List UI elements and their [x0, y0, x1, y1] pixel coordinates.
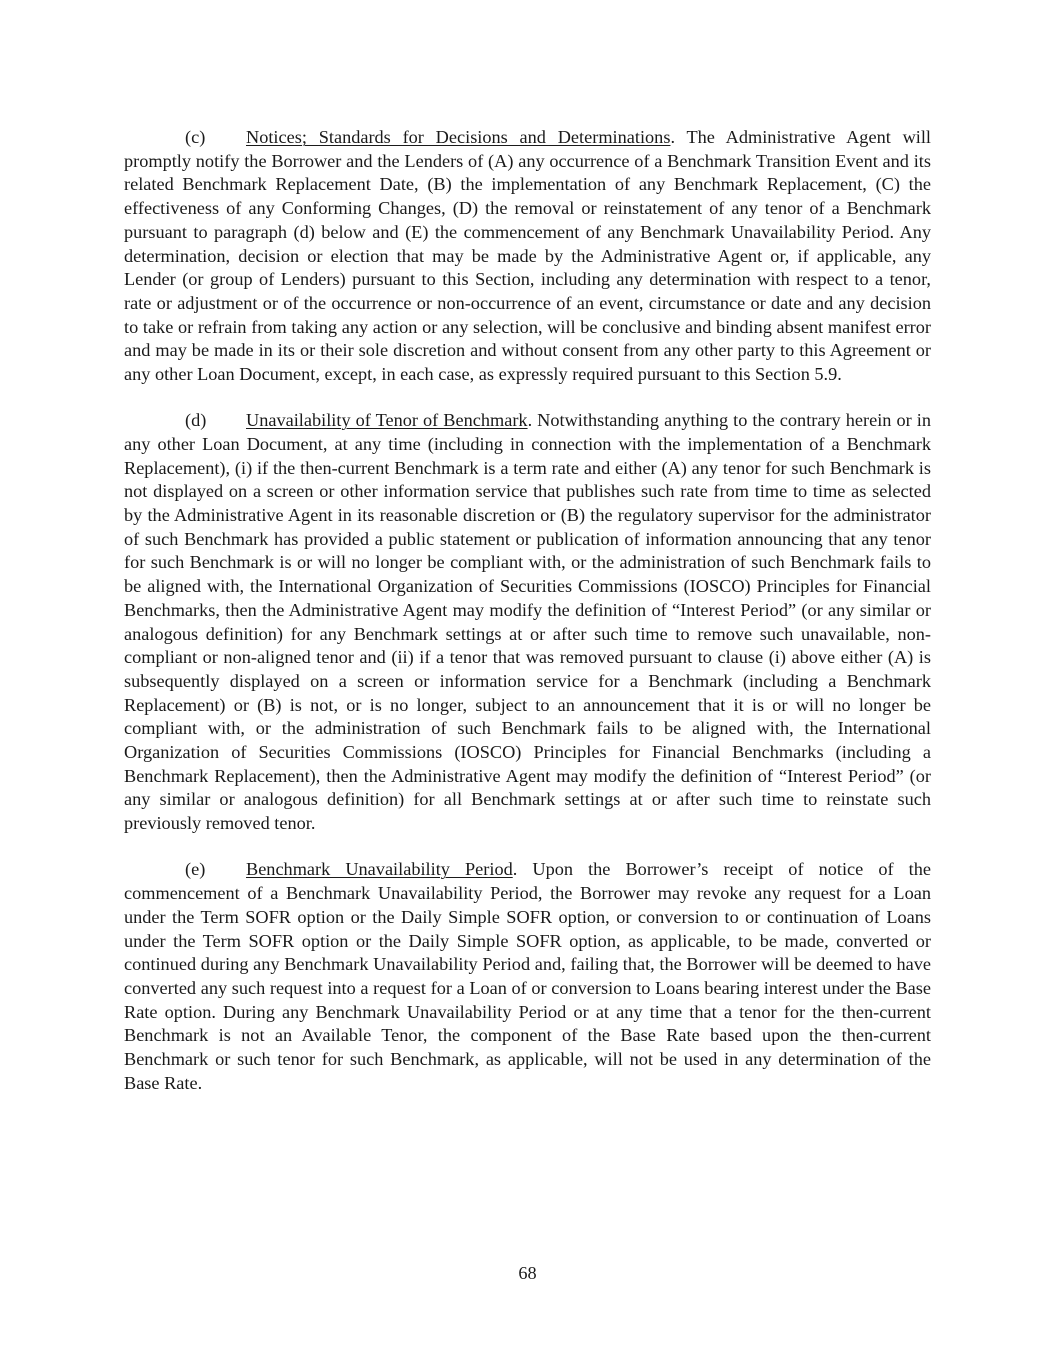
section-c-paragraph	[124, 126, 931, 387]
section-d-heading: Unavailability of Tenor of Benchmark	[246, 410, 528, 431]
section-e-paragraph	[124, 858, 931, 1095]
section-c-body: . The Administrative Agent will promptly notify the Borrower and the Lenders of (A) any occurrence of a Benchmark Transition Event and its related Benchmark Replacement Date, (B) the implementation of any Benchmark Replacement, (C) the effectiveness of any Conforming Changes, (D) the removal or reinstatement of any tenor of a Benchmark pursuant to paragraph (d) below and (E) the commencement of any Benchmark Unavailability Period. Any determination, decision or election that may be made by the Administrative Agent or, if applicable, any Lender (or group of Lenders) pursuant to this Section, including any determination with respect to a tenor, rate or adjustment or of the occurrence or non-occurrence of an event, circumstance or date and any decision to take or refrain from taking any action or any selection, will be conclusive and binding absent manifest error and may be made in its or their sole discretion and without consent from any other party to this Agreement or any other Loan Document, except, in each case, as expressly required pursuant to this Section 5.9.	[124, 127, 932, 385]
section-e-label: (e)	[185, 859, 206, 880]
section-d-body: . Notwithstanding anything to the contrary herein or in any other Loan Document, at any time (including in connection with the implementation of a Benchmark Replacement), (i) if the then-current Benchmark is a term rate and either (A) any tenor for such Benchmark is not displayed on a screen or other information service that publishes such rate from time to time as selected by the Administrative Agent in its reasonable discretion or (B) the regulatory supervisor for the administrator of such Benchmark has provided a public statement or publication of information announcing that any tenor for such Benchmark is or will no longer be compliant with, or the administration of such Benchmark fails to be aligned with, the International Organization of Securities Commissions (IOSCO) Principles for Financial Benchmarks, then the Administrative Agent may modify the definition of “Interest Period” (or any similar or analogous definition) for any Benchmark settings at or after such time to remove such unavailable, non-compliant or non-aligned tenor and (ii) if a tenor that was removed pursuant to clause (i) above either (A) is subsequently displayed on a screen or information service for a Benchmark (including a Benchmark Replacement) or (B) is not, or is no longer, subject to an announcement that it is or will no longer be compliant with, or the administration of such Benchmark fails to be aligned with, the International Organization of Securities Commissions (IOSCO) Principles for Financial Benchmarks (including a Benchmark Replacement), then the Administrative Agent may modify the definition of “Interest Period” (or any similar or analogous definition) for all Benchmark settings at or after such time to reinstate such previously removed tenor.	[124, 410, 931, 834]
section-d-paragraph	[124, 409, 931, 836]
page-number: 68	[518, 1263, 537, 1283]
section-d-label: (d)	[185, 410, 207, 431]
section-e-heading: Benchmark Unavailability Period	[246, 859, 513, 880]
section-c-label: (c)	[185, 127, 206, 147]
section-e-body: . Upon the Borrower’s receipt of notice of the commencement of a Benchmark Unavailability Period, the Borrower may revoke any request for a Loan under the Term SOFR option or the Daily Simple SOFR option, or conversion to or continuation of Loans under the Term SOFR option or the Daily Simple SOFR option, as applicable, to be made, converted or continued during any Benchmark Unavailability Period and, failing that, the Borrower will be deemed to have converted any such request into a request for a Loan of or conversion to Loans bearing interest under the Base Rate option. During any Benchmark Unavailability Period or at any time that a tenor for the then-current Benchmark is not an Available Tenor, the component of the Base Rate based upon the then-current Benchmark or such tenor for such Benchmark, as applicable, will not be used in any determination of the Base Rate.	[124, 859, 931, 1093]
section-c-heading: Notices; Standards for Decisions and Determinations	[246, 127, 671, 147]
document-page	[124, 126, 931, 1118]
